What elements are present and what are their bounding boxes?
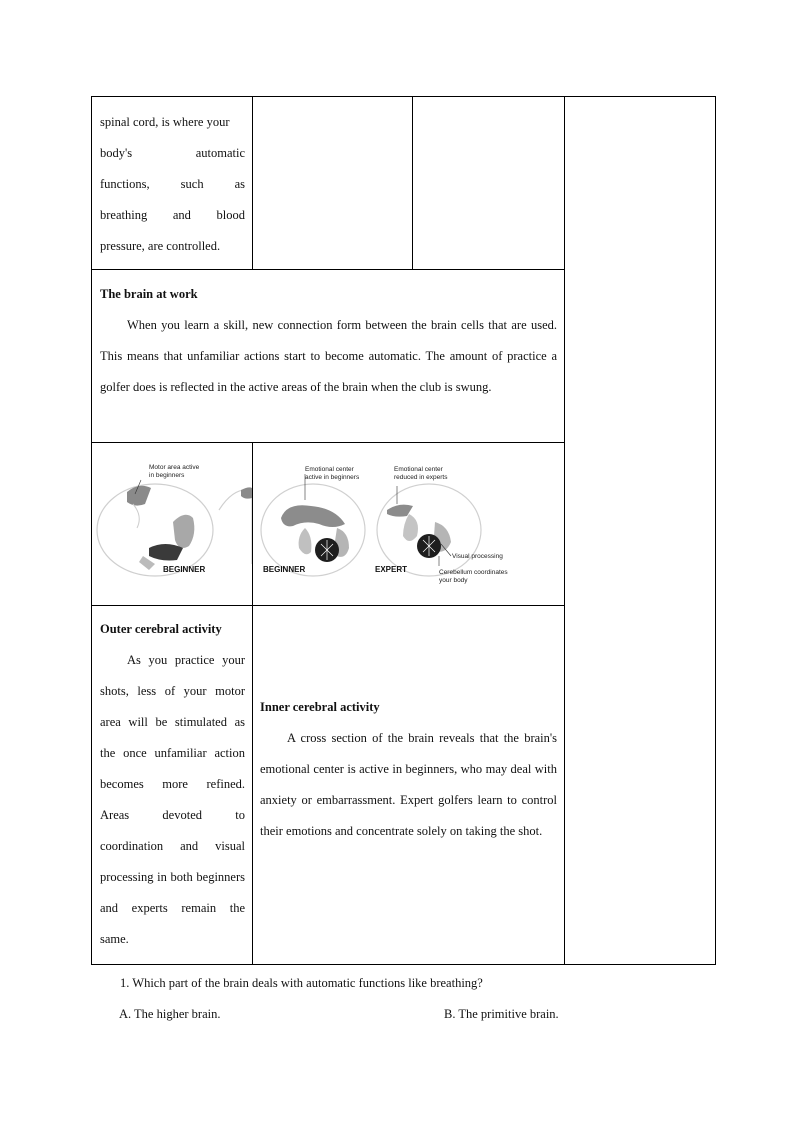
table-row-divider <box>91 442 565 443</box>
section-heading: The brain at work <box>100 287 198 301</box>
expert-caption: EXPERT <box>375 565 408 574</box>
table-border-bottom <box>91 964 716 965</box>
table-row-divider <box>91 269 565 270</box>
text-line: body's automatic <box>100 146 245 160</box>
table-border-right <box>715 96 716 965</box>
text-line: breathing and blood <box>100 208 245 222</box>
table-border-top <box>91 96 716 97</box>
section-heading: Inner cerebral activity <box>260 700 380 714</box>
question-text: 1. Which part of the brain deals with automatic functions like breathing? <box>120 976 483 990</box>
text-line: pressure, are controlled. <box>100 239 221 253</box>
table-cell-divider <box>252 96 253 270</box>
visual-processing-label: Visual processing <box>452 553 503 560</box>
emotional-active-label: Emotional center <box>305 466 354 473</box>
text-line: spinal cord, is where your <box>100 115 230 129</box>
section-body: As you practice your shots, less of your motor area will be stimulated as the once unfamiliar action becomes more refined. Areas devoted to coordination and visual processing in both beginners and experts remain the same. <box>100 653 245 946</box>
figure-outer-brain <box>93 444 252 604</box>
inner-cerebral-section <box>260 692 557 847</box>
figure-inner-brain <box>253 444 564 604</box>
emotional-active-label: active in beginners <box>305 474 360 481</box>
emotional-reduced-label: Emotional center <box>394 466 443 473</box>
section-heading: Outer cerebral activity <box>100 622 222 636</box>
answer-option-a[interactable]: A. The higher brain. <box>119 1007 221 1021</box>
cerebellum-label: Cerebellum coordinates <box>439 569 508 576</box>
emotional-reduced-label: reduced in experts <box>394 474 448 481</box>
emotional-center-shape <box>281 505 345 527</box>
section-body: A cross section of the brain reveals that the brain's emotional center is active in beginners, who may deal with anxiety or embarrassment. Expert golfers learn to control their emotions and concentrate solely on taking the shot. <box>260 731 557 838</box>
outer-cerebral-section <box>100 614 245 955</box>
text-line: functions, such as <box>100 177 245 191</box>
motor-area-label: in beginners <box>149 472 185 479</box>
table-cell-divider <box>412 96 413 270</box>
cerebellum-label: your body <box>439 577 468 584</box>
answer-option-b[interactable]: B. The primitive brain. <box>444 1007 559 1021</box>
beginner-caption: BEGINNER <box>163 565 206 574</box>
table-border-left <box>91 96 92 965</box>
beginner-caption: BEGINNER <box>263 565 306 574</box>
table-column-divider <box>564 96 565 965</box>
brain-outline-illustration <box>93 444 252 604</box>
section-body: When you learn a skill, new connection form between the brain cells that are used. This means that unfamiliar actions start to become automatic. The amount of practice a golfer does is reflected in the active areas of the brain when the club is swung. <box>100 318 557 394</box>
brain-at-work-section <box>100 279 557 403</box>
table-row-divider <box>91 605 565 606</box>
motor-area-label: Motor area active <box>149 464 200 471</box>
brainstem-text-cell <box>100 107 245 262</box>
brain-cross-section-illustration <box>253 444 564 604</box>
